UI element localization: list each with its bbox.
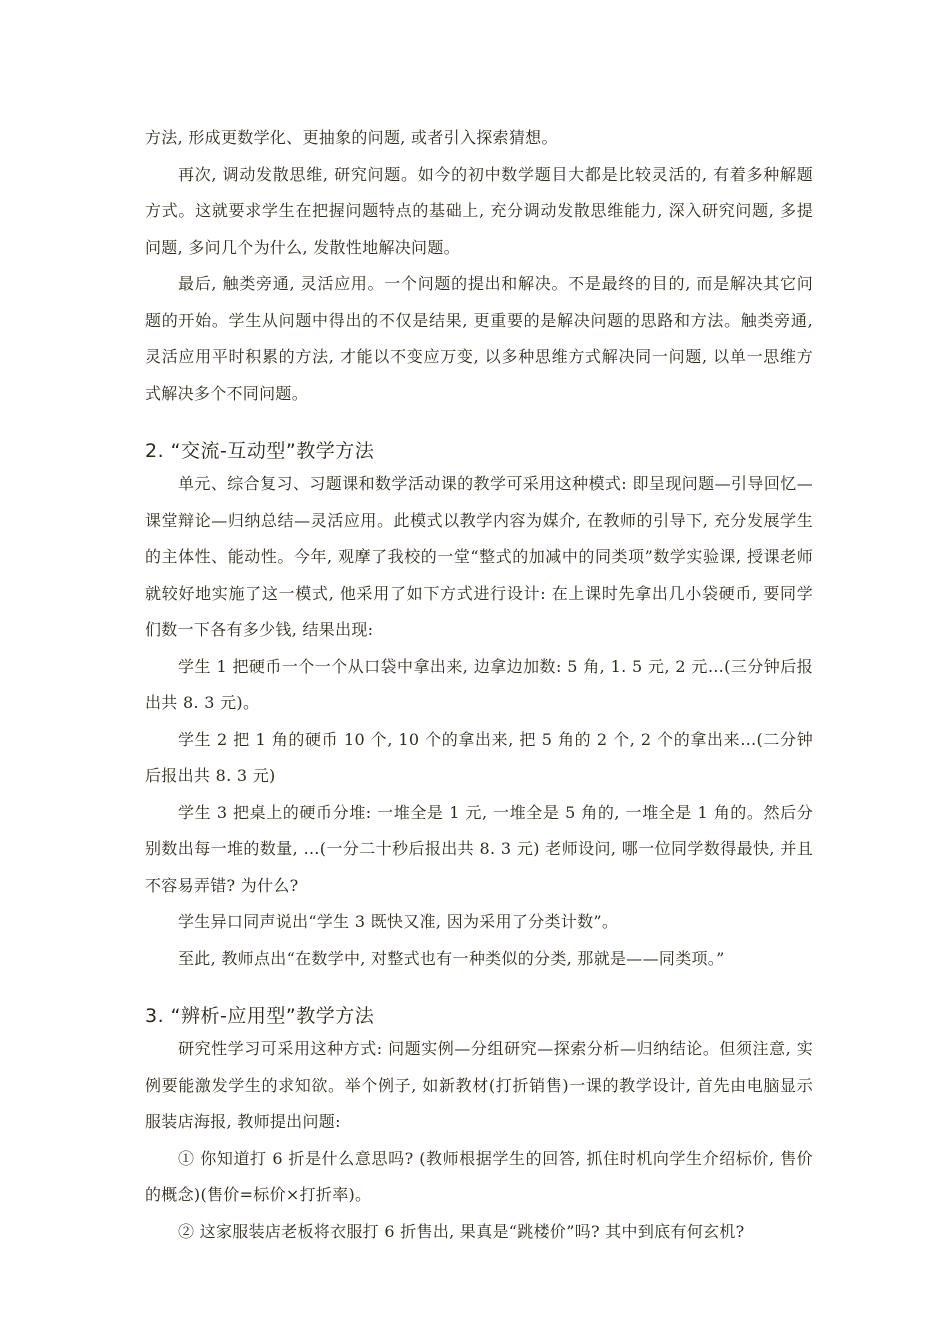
paragraph-student-2: 学生 2 把 1 角的硬币 10 个, 10 个的拿出来, 把 5 角的 2 个, 2 个的拿出来…(二分钟后报出共 8. 3 元) — [145, 729, 813, 785]
paragraph-student-3: 学生 3 把桌上的硬币分堆: 一堆全是 1 元, 一堆全是 5 角的, 一堆全是 1 角的。然后分别数出每一堆的数量, …(一分二十秒后报出共 8. 3 元) 老师设问, 哪一位同学数得最快, 并且不容易弄错? 为什么? — [145, 802, 813, 895]
section-gap — [145, 412, 813, 436]
section-heading-exchange-interaction: 2. “交流-互动型”教学方法 — [145, 440, 375, 462]
document-page — [145, 120, 813, 1250]
paragraph-divergent-thinking: 再次, 调动发散思维, 研究问题。如今的初中数学题目大都是比较灵活的, 有着多种解题方式。这就要求学生在把握问题特点的基础上, 充分调动发散思维能力, 深入研究问题, 多提问题, 多问几个为什么, 发散性地解决问题。 — [145, 164, 813, 257]
paragraph-teacher-conclusion: 至此, 教师点出“在数学中, 对整式也有一种类似的分类, 那就是——同类项。” — [178, 948, 725, 968]
paragraph-flexible-application: 最后, 触类旁通, 灵活应用。一个问题的提出和解决。不是最终的目的, 而是解决其它问题的开始。学生从问题中得出的不仅是结果, 更重要的是解决问题的思路和方法。触类旁通, 灵活应用平时积累的方法, 才能以不变应万变, 以多种思维方式解决同一问题, 以单一思维方式解决多个不同问题。 — [145, 274, 813, 403]
paragraph-continuation: 方法, 形成更数学化、更抽象的问题, 或者引入探索猜想。 — [145, 128, 558, 147]
paragraph-exchange-intro: 单元、综合复习、习题课和数学活动课的教学可采用这种模式: 即呈现问题—引导回忆—课堂辩论—归纳总结—灵活应用。此模式以教学内容为媒介, 在教师的引导下, 充分发展学生的主体性、能动性。今年, 观摩了我校的一堂“整式的加减中的同类项”数学实验课, 授课老师就较好地实施了这一模式, 他采用了如下方式进行设计: 在上课时先拿出几小袋硬币, 要同学们数一下各有多少钱, 结果出现: — [145, 474, 813, 639]
paragraph-students-answer: 学生异口同声说出“学生 3 既快又准, 因为采用了分类计数”。 — [178, 912, 619, 931]
paragraph-analysis-intro: 研究性学习可采用这种方式: 问题实例—分组研究—探索分析—归纳结论。但须注意, 实例要能激发学生的求知欲。举个例子, 如新教材(打折销售)一课的教学设计, 首先由电脑显示服装店海报, 教师提出问题: — [145, 1039, 813, 1131]
paragraph-student-1: 学生 1 把硬币一个一个从口袋中拿出来, 边拿边加数: 5 角, 1. 5 元, 2 元…(三分钟后报出共 8. 3 元)。 — [145, 656, 813, 712]
section-gap — [145, 977, 813, 1001]
section-heading-analysis-application: 3. “辨析-应用型”教学方法 — [145, 1005, 375, 1027]
paragraph-question-1: ① 你知道打 6 折是什么意思吗? (教师根据学生的回答, 抓住时机向学生介绍标价, 售价的概念)(售价=标价×打折率)。 — [145, 1148, 813, 1204]
paragraph-question-2: ② 这家服装店老板将衣服打 6 折售出, 果真是“跳楼价”吗? 其中到底有何玄机? — [178, 1221, 745, 1241]
